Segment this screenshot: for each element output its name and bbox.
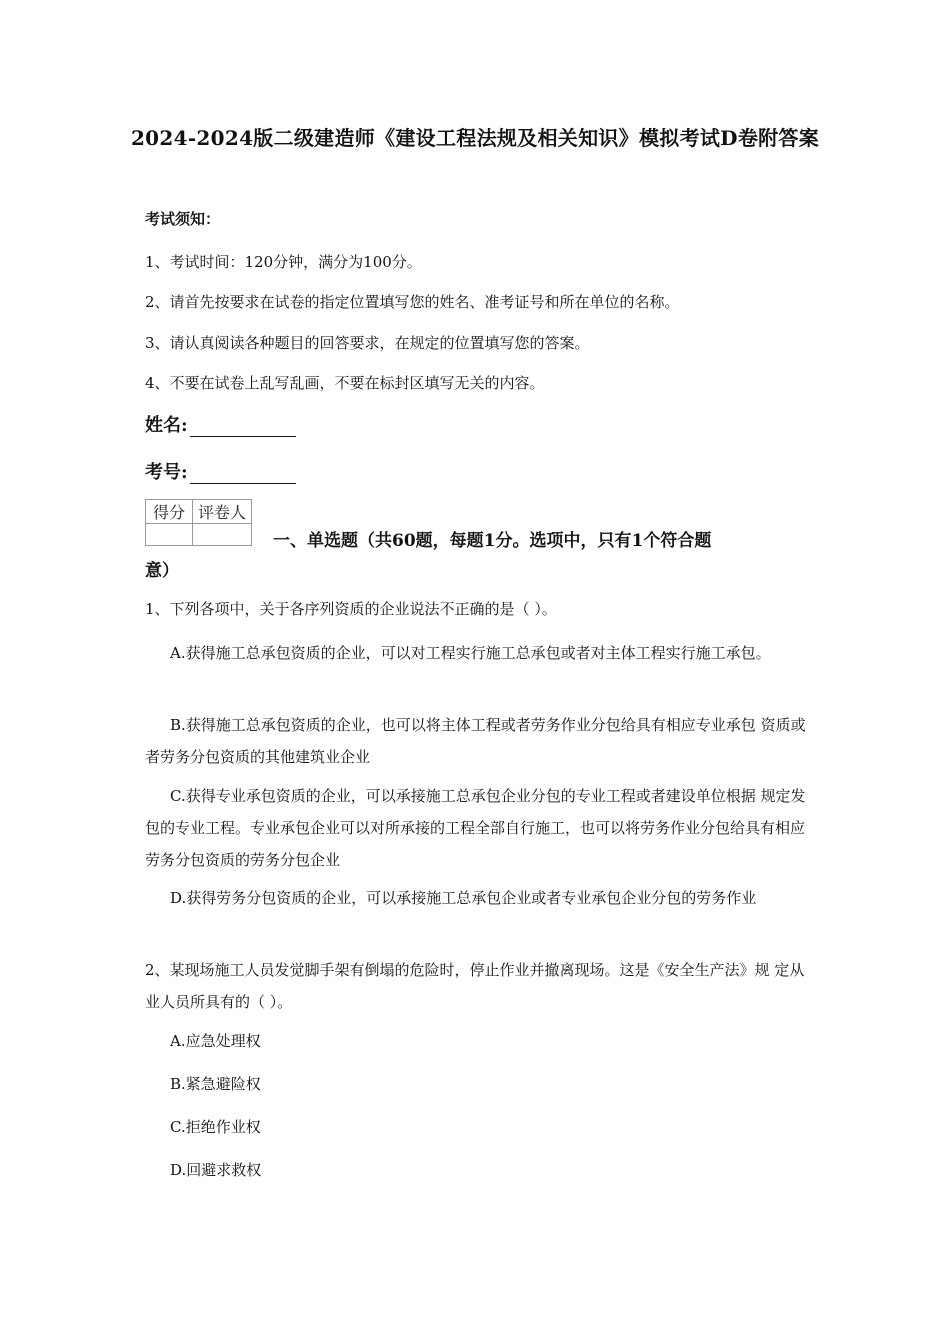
question-1-option-a: A.获得施工总承包资质的企业，可以对工程实行施工总承包或者对主体工程实行施工承包。 (170, 644, 771, 662)
question-2-stem: 2、某现场施工人员发觉脚手架有倒塌的危险时，停止作业并撤离现场。这是《安全生产法》规 定从业人员所具有的（ ）。 (145, 961, 805, 1011)
question-2-option-a: A.应急处理权 (170, 1032, 261, 1050)
question-1-option-c: C.获得专业承包资质的企业，可以承接施工总承包企业分包的专业工程或者建设单位根据 规定发包的专业工程。专业承包企业可以对所承接的工程全部自行施工，也可以将劳务作业分包给具有相应劳务分包资质的劳务分包企业 (145, 787, 806, 869)
section-heading-line2: 意） (145, 561, 179, 581)
notice-item-4: 4、不要在试卷上乱写乱画，不要在标封区填写无关的内容。 (145, 374, 545, 392)
name-label: 姓名: (145, 415, 188, 436)
section-heading-line1: 一、单选题（共60题，每题1分。选项中，只有1个符合题 (273, 531, 712, 551)
question-1-option-b: B.获得施工总承包资质的企业，也可以将主体工程或者劳务作业分包给具有相应专业承包 资质或者劳务分包资质的其他建筑业企业 (145, 716, 806, 766)
question-2-option-d: D.回避求救权 (170, 1161, 262, 1179)
notice-heading: 考试须知： (145, 210, 221, 228)
grader-header: 评卷人 (193, 500, 252, 524)
notice-item-1: 1、考试时间：120分钟，满分为100分。 (145, 253, 422, 271)
name-field[interactable] (145, 411, 296, 437)
notice-item-3: 3、请认真阅读各种题目的回答要求，在规定的位置填写您的答案。 (145, 334, 590, 352)
name-blank-line[interactable] (190, 418, 296, 437)
question-2-option-b: B.紧急避险权 (170, 1075, 261, 1093)
question-1-option-d: D.获得劳务分包资质的企业，可以承接施工总承包企业或者专业承包企业分包的劳务作业 (170, 889, 757, 907)
notice-item-2: 2、请首先按要求在试卷的指定位置填写您的姓名、准考证号和所在单位的名称。 (145, 293, 680, 311)
question-2-option-c: C.拒绝作业权 (170, 1118, 261, 1136)
section-heading (145, 526, 805, 586)
question-1-stem: 1、下列各项中，关于各序列资质的企业说法不正确的是（ ）。 (145, 600, 557, 618)
exam-id-label: 考号: (145, 462, 188, 483)
score-header: 得分 (146, 500, 193, 524)
exam-id-blank-line[interactable] (190, 465, 296, 484)
exam-title: 2024-2024版二级建造师《建设工程法规及相关知识》模拟考试D卷附答案 (130, 126, 820, 150)
exam-id-field[interactable] (145, 458, 296, 484)
